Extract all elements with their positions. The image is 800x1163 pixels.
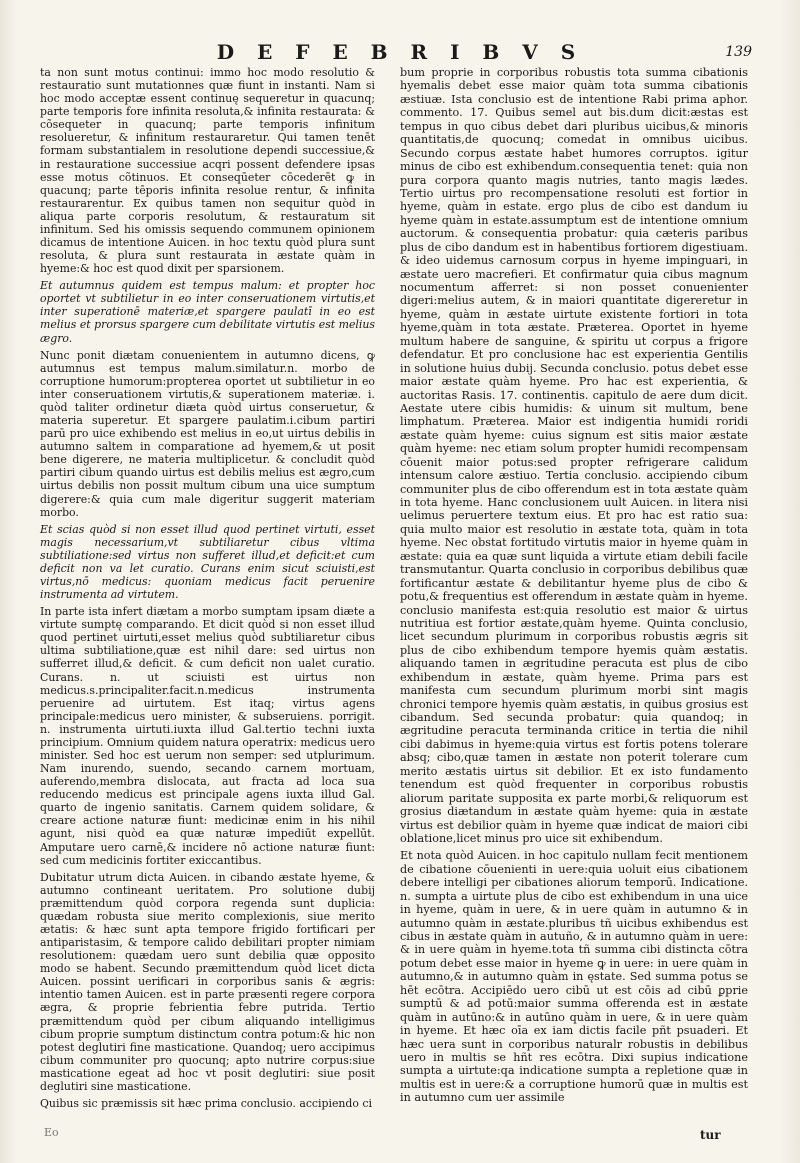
commentary-paragraph: Nunc ponit diætam conuenientem in autumno dicens, ꝙ autumnus est tempus malum.similatur.n. morbo de corruptione humorum:propterea oportet ut subtilietur in eo inter conseruationem virtutis,& superationem materiæ. i. quòd taliter ordinetur diæta quòd uirtus conseruetur, & materia superetur. Et spargere paulatim.i.cibum partiri parū pro uice exhibendo est melius in eo,ut uirtus debilis in autumno saltem in comparatione ad hyemem,& ut posit bene digerere, ne materia multiplicetur. & concludit quòd partiri cibum quando uirtus est debilis melius est ægro,cum uirtus debilis non possit multum cibum una uice sumptum digerere:& quia cum male digeritur suggerit materiam morbo. (40, 348, 375, 519)
commentary-paragraph: Et nota quòd Auicen. in hoc capitulo nullam fecit mentionem de cibatione cōuenienti in uere:quia uoluit eius cibationem debere intelligi per cibationes aliorum temporū. Indicatione. n. sumpta a uirtute plus de cibo est exhibendum in una uice in hyeme, quàm in uere, & in uere quàm in autumno & in autumno quàm in æstate.pluribus tñ uicibus exhibendus est cibus in æstate quàm in autuño, & in autumno quàm in uere: & in uere quàm in hyeme.tota tñ summa cibi distincta cōtra potum debet esse maior in hyeme ꝙ in uere: in uere quàm in autumno,& in autumno quàm in ęstate. Sed summa potus se hēt ecōtra. Accipiēdo uero cibū ut est cōis ad cibū ꝑprie sumptū & ad potū:maior summa offerenda est in æstate quàm in autūno:& in autūno quàm in uere, & in uere quàm in hyeme. Et hæc oīa ex iam dictis facile pñt psuaderi. Et hæc uera sunt in corporibus naturalr robustis in debilibus uero in multis se hñt res ecōtra. Dixi supius indicatione sumpta a uirtute:qa indicatione sumpta a repletione quæ in multis est in uere:& a corruptione humorū quæ in multis est in autumno cum uer assimile (400, 849, 748, 1105)
lemma-paragraph: Et autumnus quidem est tempus malum: et propter hoc oportet vt subtilietur in eo inter conseruationem virtutis,et inter superationē materiæ,et spargere paulatī in eo est melius et prorsus spargere cum debilitate virtutis est melius ægro. (40, 279, 375, 345)
commentary-paragraph: ta non sunt motus continui: immo hoc modo resolutio & restauratio sunt mutationnes quæ fiunt in instanti. Nam si hoc modo acceptæ essent continuę sequeretur in quacunq; parte temporis fore infinita resoluta,& infinita restaurata: & cõsequeter in quacunq; parte temporis infinitum resolueretur, & infinitum restauraretur. Qui tamen tenēt formam substantialem in resolutione dependi successiue,& in restauratione successiue acqri possent defendere ipsas esse motus cõtinuos. Et conseqūeter cōcederēt ꝙ in quacunq; parte tēporis infinita resolue rentur, & infinita restaurarentur. Ex quibus tamen non sequitur quòd in aliqua parte corporis resolutum, & restauratum sit infinitum. Sed his omissis sequendo communem opinionem dicamus de intentione Auicen. in hoc textu quòd plura sunt resoluta, & plura sunt restaurata in æstate quàm in hyeme:& hoc est quod dixit per sparsionem. (40, 66, 375, 276)
catchword: tur (700, 1128, 721, 1142)
commentary-paragraph: Dubitatur utrum dicta Auicen. in cibando æstate hyeme, & autumno contineant ueritatem. Pro solutione dubij præmittendum quòd corpora regenda sunt duplicia: quædam robusta siue merito complexionis, siue merito ætatis: & hæc sunt apta tempore frigido fortificari per antiparistasim, & tempore calido debilitari propter nimiam resolutionem: quædam uero sunt debilia quæ opposito modo se habent. Secundo præmittendum quòd licet dicta Auicen. possint uerificari in corporibus sanis & ægris: intentio tamen Auicen. est in parte præsenti regere corpora ægra, & proprie febrientia febre putrida. Tertio præmittendum quòd per cibum aliquando intelligimus cibum proprie sumptum distinctum contra potum:& hic non potest deglutiri fine masticatione. Quandoq; uero accipimus cibum communiter pro quocunq; apto nutrire corpus:siue masticatione egeat ad hoc vt posit deglutiri: siue posit deglutiri sine masticatione. (40, 870, 375, 1093)
left-column (40, 66, 375, 1114)
running-head: D E F E B R I B V S (216, 40, 584, 64)
page-header (0, 36, 800, 66)
commentary-paragraph: In parte ista infert diætam a morbo sumptam ipsam diæte a virtute sumptę comparando. Et dicit quòd si non esset illud quod pertinet uirtuti,esset melius quòd subtiliaretur cibus ultima subtiliatione,quæ est nihil dare: sed uirtus non sufferret illud,& deficit. & cum deficit non ualet curatio. Curans. n. ut sciuisti est uirtus non medicus.s.principaliter.facit.n.medicus instrumenta peruenire ad uirtutem. Est itaq; virtus agens principale:medicus uero minister, & subseruiens. porrigit. n. instrumenta uirtuti.iuxta illud Gal.tertio techni iuxta principium. Omnium quidem natura operatrix: medicus uero minister. Sed hoc est uerum non semper: sed utplurimum. Nam inurendo, suendo, secando carnem mortuam, auferendo,membra dislocata, aut fracta ad loca sua reducendo medicus est principale agens iuxta illud Gal. quarto de ingenio sanitatis. Carnem quidem solidare, & creare actione naturæ fiunt: medicinæ enim in his nihil agunt, nisi quòd ea quæ naturæ impediūt expellūt. Amputare uero carnē,& incidere nō actione naturæ fiunt: sed cum medicinis fortiter exiccantibus. (40, 605, 375, 867)
lemma-paragraph: Et scias quòd si non esset illud quod pertinet virtuti, esset magis necessarium,vt subtiliaretur cibus vltima subtiliatione:sed virtus non sufferet illud,et deficit:et cum deficit non va let curatio. Curans enim sicut sciuisti,est virtus,nō medicus: quoniam medicus facit peruenire instrumenta ad virtutem. (40, 522, 375, 602)
page-number: 139 (725, 44, 752, 60)
margin-mark: Eo (44, 1126, 59, 1139)
commentary-paragraph: Quibus sic præmissis sit hæc prima conclusio. accipiendo ci (40, 1097, 372, 1111)
commentary-paragraph: bum proprie in corporibus robustis tota summa cibationis hyemalis debet esse maior quàm tota summa cibationis æstiuæ. Ista conclusio est de intentione Rabi prima aphor. commento. 17. Quibus semel aut bis.dum dicit:æstas est tempus in quo cibus debet dari pluribus uicibus,& minoris quantitatis,de quocunq; comedat in omnibus uicibus. Secundo corpus æstate habet humores corruptos. igitur minus de cibo est exhibendum.consequentia tenet: quia non pura corpora quanto magis nutries, tanto magis lædes. Tertio uirtus pro recompensatione resoluti est fortior in hyeme, quàm in estate. ergo plus de cibo est dandum iu hyeme quàm in estate.assumptum est de intentione omnium auctorum. & consequentia probatur: quia cæteris paribus plus de cibo dandum est in habentibus fortiorem digestiuam. & ideo uidemus carnosum corpus in hyeme impinguari, in æstate uero macrefieri. Et confirmatur quia cibus magnum nocumentum afferret: si non posset conuenienter digeri:melius autem, & in maiori quantitate digereretur in hyeme, quàm in æstate uirtute existente fortiori in tota hyeme,quàm in tota æstate. Præterea. Oportet in hyeme multum habere de sanguine, & spiritu ut corpus a frigore defendatur. Et pro conclusione hac est experientia Gentilis in solutione huius dubij. Secunda conclusio. potus debet esse maior æstate quàm hyeme. Pro hac est experientia, & auctoritas Rasis. 17. continentis. capitulo de aere dum dicit. Aestate utere cibis humidis: & uinum sit multum, bene limphatum. Præterea. Maior est indigentia humidi roridi æstate quàm hyeme: cuius signum est sitis maior æstate quàm hyeme: nec etiam solum propter humidi recompensam cōuenit maior potus:sed propter refrigerare calidum intensum calore æstiuo. Tertia conclusio. accipiendo cibum communiter plus de cibo offerendum est in tota æstate quàm in tota hyeme. Hanc conclusionem uult Auicen. in litera nisi uelimus peruertere textum eius. Et pro hac est ratio sua: quia multo maior est resolutio in æstate tota, quàm in tota hyeme. Nec obstat fortitudo virtutis maior in hyeme quàm in æstate: quia ea quæ sunt liquida a virtute etiam debili facile transmutantur. Quarta conclusio in corporibus debilibus quæ fortificantur æstate & debilitantur hyeme plus de cibo & potu,& frequentius est offerendum in æstate quàm in hyeme. conclusio manifesta est:quia resolutio est maior & uirtus nutritiua est fortior æstate,quàm hyeme. Quinta conclusio, licet secundum plurimum in corporibus robustis ægris sit plus de cibo exhibendum tempore hyemis quàm æstatis. aliquando tamen in ægritudine peracuta est plus de cibo exhibendum in æstate, quàm hyeme. Prima pars est manifesta cum secundum plurimum morbi sint magis chronici tempore hyemis quàm æstatis, in quibus grosius est cibandum. Sed secunda probatur: quia quandoq; in ægritudine peracuta terminanda critice in tertia die nihil cibi dabimus in hyeme:quia virtus est fortis potens tolerare absq; cibo,quæ tamen in æstate non poterit tolerare cum merito æstatis uirtus sit debilior. Et ex isto fundamento tenendum est quòd frequenter in corporibus robustis aliorum paritate supposita ex parte morbi,& reliquorum est grosius diætandum in æstate quàm hyeme: quia in æstate virtus est debilior quàm in hyeme quæ indicat de maiori cibi oblatione,licet minus pro uice sit exhibendum. (400, 66, 748, 845)
right-column (400, 66, 748, 1109)
